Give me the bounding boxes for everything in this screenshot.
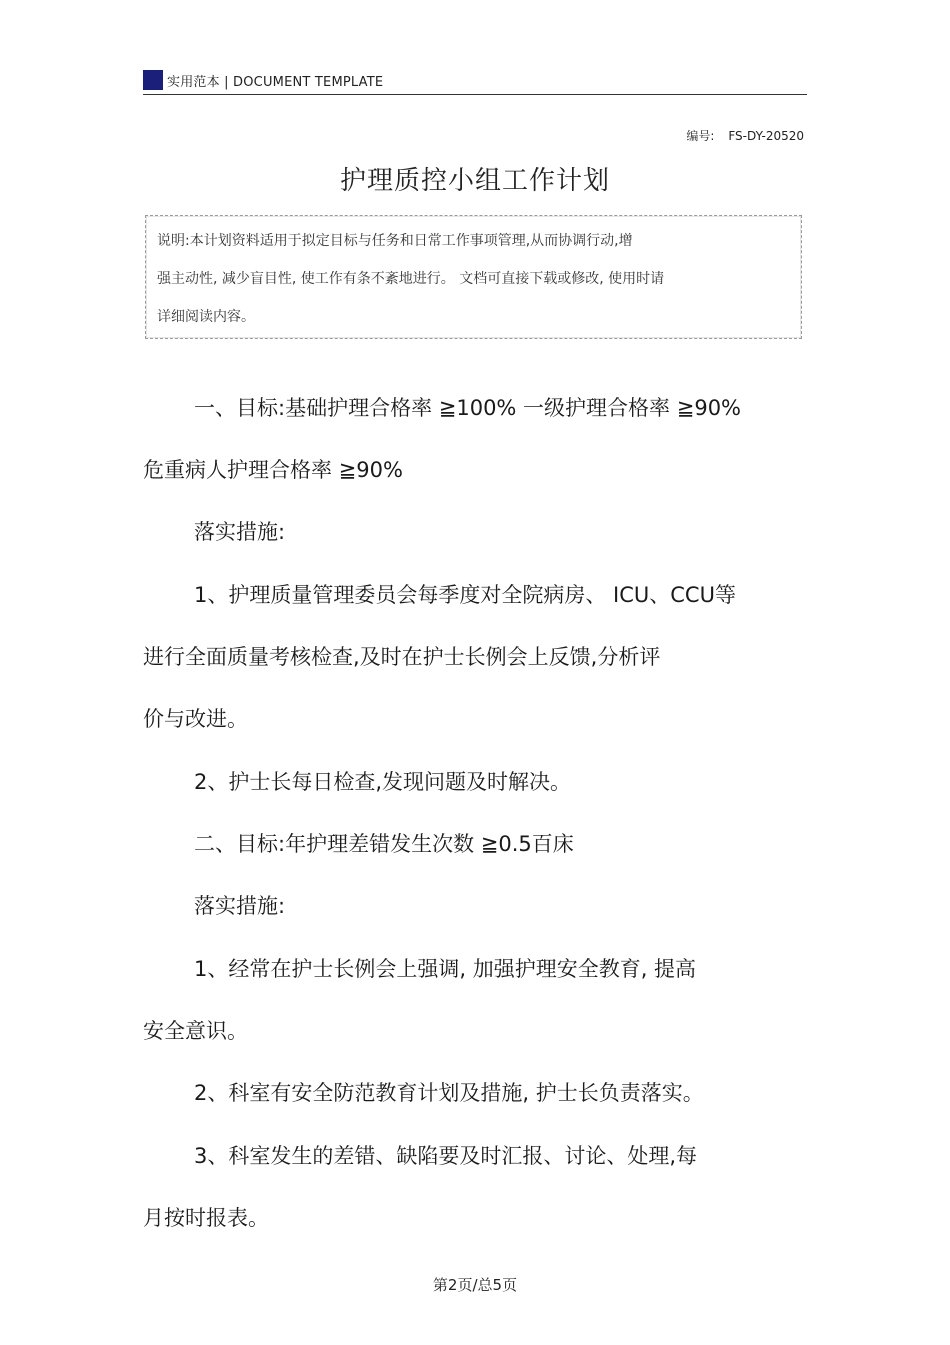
paragraph-goal-1: 一、目标:基础护理合格率 ≧100% 一级护理合格率 ≧90% — [194, 396, 742, 420]
page-header — [143, 68, 807, 95]
paragraph-measures-heading-1: 落实措施: — [194, 520, 286, 544]
header-text: 实用范本 | DOCUMENT TEMPLATE — [167, 75, 384, 90]
note-line-2: 强主动性, 减少盲目性, 使工作有条不紊地进行。 文档可直接下载或修改, 使用时请 — [157, 271, 665, 287]
paragraph-measure-1-1-cont: 进行全面质量考核检查,及时在护士长例会上反馈,分析评 — [143, 645, 661, 669]
paragraph-measure-1-2: 2、护士长每日检查,发现问题及时解决。 — [194, 770, 572, 794]
paragraph-measure-2-1-cont: 安全意识。 — [143, 1019, 248, 1043]
paragraph-measure-2-3: 3、科室发生的差错、缺陷要及时汇报、讨论、处理,每 — [194, 1144, 698, 1168]
document-title: 护理质控小组工作计划 — [339, 166, 610, 196]
paragraph-measure-1-1: 1、护理质量管理委员会每季度对全院病房、 ICU、CCU等 — [194, 583, 736, 607]
paragraph-measures-heading-2: 落实措施: — [194, 894, 286, 918]
paragraph-measure-2-3-cont: 月按时报表。 — [143, 1206, 269, 1230]
square-logo — [143, 70, 163, 90]
paragraph-measure-1-1-end: 价与改进。 — [143, 707, 248, 731]
doc-number-label: 编号: — [686, 129, 715, 143]
paragraph-measure-2-1: 1、经常在护士长例会上强调, 加强护理安全教育, 提高 — [194, 957, 697, 981]
paragraph-measure-2-2: 2、科室有安全防范教育计划及措施, 护士长负责落实。 — [194, 1081, 704, 1105]
note-box — [145, 215, 802, 339]
document-number — [686, 127, 804, 144]
note-line-1: 说明:本计划资料适用于拟定目标与任务和日常工作事项管理,从而协调行动,增 — [157, 233, 633, 249]
note-line-3: 详细阅读内容。 — [157, 309, 255, 325]
paragraph-goal-1-cont: 危重病人护理合格率 ≧90% — [143, 458, 403, 482]
paragraph-goal-2: 二、目标:年护理差错发生次数 ≧0.5百床 — [194, 832, 574, 856]
doc-number-value: FS-DY-20520 — [728, 129, 804, 143]
page-number-footer: 第2页/总5页 — [432, 1276, 518, 1294]
